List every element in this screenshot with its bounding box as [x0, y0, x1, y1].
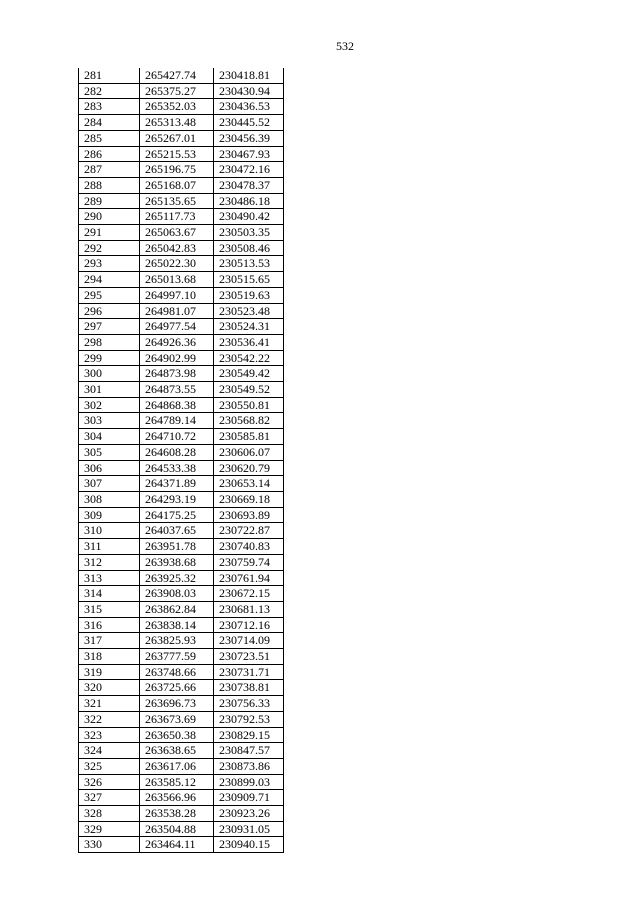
- x-coordinate-cell: 263862.84: [140, 601, 214, 617]
- x-coordinate-cell: 263585.12: [140, 774, 214, 790]
- y-coordinate-cell: 230513.53: [214, 256, 284, 272]
- x-coordinate-cell: 263725.66: [140, 680, 214, 696]
- table-row: [79, 790, 284, 806]
- x-coordinate-cell: 265375.27: [140, 83, 214, 99]
- y-coordinate-cell: 230847.57: [214, 743, 284, 759]
- point-number-cell: 318: [79, 649, 140, 665]
- y-coordinate-cell: 230899.03: [214, 774, 284, 790]
- table-row: [79, 774, 284, 790]
- point-number-cell: 282: [79, 83, 140, 99]
- y-coordinate-cell: 230756.33: [214, 696, 284, 712]
- point-number-cell: 297: [79, 319, 140, 335]
- x-coordinate-cell: 264981.07: [140, 303, 214, 319]
- x-coordinate-cell: 263504.88: [140, 821, 214, 837]
- y-coordinate-cell: 230519.63: [214, 287, 284, 303]
- point-number-cell: 286: [79, 146, 140, 162]
- table-row: [79, 99, 284, 115]
- x-coordinate-cell: 263566.96: [140, 790, 214, 806]
- y-coordinate-cell: 230722.87: [214, 523, 284, 539]
- point-number-cell: 323: [79, 727, 140, 743]
- table-row: [79, 193, 284, 209]
- table-row: [79, 225, 284, 241]
- point-number-cell: 306: [79, 460, 140, 476]
- point-number-cell: 308: [79, 491, 140, 507]
- table-row: [79, 460, 284, 476]
- table-row: [79, 444, 284, 460]
- y-coordinate-cell: 230486.18: [214, 193, 284, 209]
- x-coordinate-cell: 263638.65: [140, 743, 214, 759]
- page-number: 532: [336, 39, 354, 53]
- x-coordinate-cell: 263925.32: [140, 570, 214, 586]
- x-coordinate-cell: 264608.28: [140, 444, 214, 460]
- x-coordinate-cell: 264902.99: [140, 350, 214, 366]
- point-number-cell: 317: [79, 633, 140, 649]
- y-coordinate-cell: 230418.81: [214, 68, 284, 83]
- point-number-cell: 294: [79, 272, 140, 288]
- x-coordinate-cell: 265063.67: [140, 225, 214, 241]
- x-coordinate-cell: 263951.78: [140, 539, 214, 555]
- table-row: [79, 429, 284, 445]
- x-coordinate-cell: 264533.38: [140, 460, 214, 476]
- y-coordinate-cell: 230740.83: [214, 539, 284, 555]
- x-coordinate-cell: 264710.72: [140, 429, 214, 445]
- y-coordinate-cell: 230931.05: [214, 821, 284, 837]
- point-number-cell: 321: [79, 696, 140, 712]
- point-number-cell: 287: [79, 162, 140, 178]
- x-coordinate-cell: 264789.14: [140, 413, 214, 429]
- x-coordinate-cell: 265022.30: [140, 256, 214, 272]
- x-coordinate-cell: 265313.48: [140, 115, 214, 131]
- y-coordinate-cell: 230549.42: [214, 366, 284, 382]
- table-row: [79, 476, 284, 492]
- table-row: [79, 68, 284, 83]
- point-number-cell: 307: [79, 476, 140, 492]
- y-coordinate-cell: 230472.16: [214, 162, 284, 178]
- point-number-cell: 322: [79, 711, 140, 727]
- x-coordinate-cell: 264977.54: [140, 319, 214, 335]
- table-row: [79, 696, 284, 712]
- point-number-cell: 304: [79, 429, 140, 445]
- y-coordinate-cell: 230523.48: [214, 303, 284, 319]
- table-row: [79, 664, 284, 680]
- y-coordinate-cell: 230909.71: [214, 790, 284, 806]
- x-coordinate-cell: 265042.83: [140, 240, 214, 256]
- table-row: [79, 601, 284, 617]
- x-coordinate-cell: 265135.65: [140, 193, 214, 209]
- point-number-cell: 296: [79, 303, 140, 319]
- table-row: [79, 806, 284, 822]
- x-coordinate-cell: 263838.14: [140, 617, 214, 633]
- y-coordinate-cell: 230759.74: [214, 554, 284, 570]
- table-row: [79, 209, 284, 225]
- point-number-cell: 303: [79, 413, 140, 429]
- table-row: [79, 240, 284, 256]
- point-number-cell: 315: [79, 601, 140, 617]
- y-coordinate-cell: 230653.14: [214, 476, 284, 492]
- point-number-cell: 292: [79, 240, 140, 256]
- y-coordinate-cell: 230873.86: [214, 758, 284, 774]
- y-coordinate-cell: 230478.37: [214, 177, 284, 193]
- table-row: [79, 334, 284, 350]
- point-number-cell: 309: [79, 507, 140, 523]
- point-number-cell: 327: [79, 790, 140, 806]
- x-coordinate-cell: 265168.07: [140, 177, 214, 193]
- point-number-cell: 311: [79, 539, 140, 555]
- table-row: [79, 539, 284, 555]
- point-number-cell: 289: [79, 193, 140, 209]
- x-coordinate-cell: 263617.06: [140, 758, 214, 774]
- y-coordinate-cell: 230923.26: [214, 806, 284, 822]
- x-coordinate-cell: 265117.73: [140, 209, 214, 225]
- y-coordinate-cell: 230792.53: [214, 711, 284, 727]
- coordinate-table-body: [79, 68, 284, 853]
- point-number-cell: 329: [79, 821, 140, 837]
- x-coordinate-cell: 265352.03: [140, 99, 214, 115]
- y-coordinate-cell: 230549.52: [214, 382, 284, 398]
- y-coordinate-cell: 230430.94: [214, 83, 284, 99]
- x-coordinate-cell: 263464.11: [140, 837, 214, 853]
- table-row: [79, 711, 284, 727]
- y-coordinate-cell: 230542.22: [214, 350, 284, 366]
- y-coordinate-cell: 230515.65: [214, 272, 284, 288]
- table-row: [79, 303, 284, 319]
- point-number-cell: 295: [79, 287, 140, 303]
- y-coordinate-cell: 230669.18: [214, 491, 284, 507]
- table-row: [79, 272, 284, 288]
- x-coordinate-cell: 263538.28: [140, 806, 214, 822]
- table-row: [79, 162, 284, 178]
- y-coordinate-cell: 230524.31: [214, 319, 284, 335]
- point-number-cell: 326: [79, 774, 140, 790]
- table-row: [79, 649, 284, 665]
- point-number-cell: 298: [79, 334, 140, 350]
- table-row: [79, 821, 284, 837]
- x-coordinate-cell: 264037.65: [140, 523, 214, 539]
- x-coordinate-cell: 264293.19: [140, 491, 214, 507]
- point-number-cell: 313: [79, 570, 140, 586]
- x-coordinate-cell: 263748.66: [140, 664, 214, 680]
- y-coordinate-cell: 230445.52: [214, 115, 284, 131]
- x-coordinate-cell: 264997.10: [140, 287, 214, 303]
- y-coordinate-cell: 230585.81: [214, 429, 284, 445]
- y-coordinate-cell: 230508.46: [214, 240, 284, 256]
- point-number-cell: 305: [79, 444, 140, 460]
- coordinate-table: [78, 68, 284, 853]
- table-row: [79, 758, 284, 774]
- table-row: [79, 507, 284, 523]
- point-number-cell: 299: [79, 350, 140, 366]
- table-row: [79, 382, 284, 398]
- x-coordinate-cell: 263673.69: [140, 711, 214, 727]
- table-row: [79, 287, 284, 303]
- table-row: [79, 413, 284, 429]
- x-coordinate-cell: 263777.59: [140, 649, 214, 665]
- x-coordinate-cell: 263696.73: [140, 696, 214, 712]
- point-number-cell: 325: [79, 758, 140, 774]
- point-number-cell: 316: [79, 617, 140, 633]
- x-coordinate-cell: 264175.25: [140, 507, 214, 523]
- point-number-cell: 312: [79, 554, 140, 570]
- y-coordinate-cell: 230829.15: [214, 727, 284, 743]
- y-coordinate-cell: 230681.13: [214, 601, 284, 617]
- y-coordinate-cell: 230456.39: [214, 130, 284, 146]
- x-coordinate-cell: 265427.74: [140, 68, 214, 83]
- point-number-cell: 301: [79, 382, 140, 398]
- table-row: [79, 554, 284, 570]
- point-number-cell: 319: [79, 664, 140, 680]
- y-coordinate-cell: 230693.89: [214, 507, 284, 523]
- table-row: [79, 727, 284, 743]
- table-row: [79, 146, 284, 162]
- y-coordinate-cell: 230503.35: [214, 225, 284, 241]
- point-number-cell: 314: [79, 586, 140, 602]
- y-coordinate-cell: 230761.94: [214, 570, 284, 586]
- y-coordinate-cell: 230436.53: [214, 99, 284, 115]
- x-coordinate-cell: 264873.98: [140, 366, 214, 382]
- table-row: [79, 256, 284, 272]
- table-row: [79, 837, 284, 853]
- y-coordinate-cell: 230723.51: [214, 649, 284, 665]
- table-row: [79, 586, 284, 602]
- y-coordinate-cell: 230550.81: [214, 397, 284, 413]
- point-number-cell: 324: [79, 743, 140, 759]
- point-number-cell: 283: [79, 99, 140, 115]
- x-coordinate-cell: 265013.68: [140, 272, 214, 288]
- x-coordinate-cell: 265267.01: [140, 130, 214, 146]
- x-coordinate-cell: 265196.75: [140, 162, 214, 178]
- point-number-cell: 300: [79, 366, 140, 382]
- table-row: [79, 83, 284, 99]
- y-coordinate-cell: 230568.82: [214, 413, 284, 429]
- table-row: [79, 115, 284, 131]
- point-number-cell: 291: [79, 225, 140, 241]
- point-number-cell: 302: [79, 397, 140, 413]
- x-coordinate-cell: 265215.53: [140, 146, 214, 162]
- point-number-cell: 310: [79, 523, 140, 539]
- table-row: [79, 523, 284, 539]
- table-row: [79, 570, 284, 586]
- y-coordinate-cell: 230536.41: [214, 334, 284, 350]
- y-coordinate-cell: 230714.09: [214, 633, 284, 649]
- point-number-cell: 330: [79, 837, 140, 853]
- table-row: [79, 617, 284, 633]
- y-coordinate-cell: 230606.07: [214, 444, 284, 460]
- y-coordinate-cell: 230940.15: [214, 837, 284, 853]
- table-row: [79, 130, 284, 146]
- table-row: [79, 743, 284, 759]
- y-coordinate-cell: 230738.81: [214, 680, 284, 696]
- x-coordinate-cell: 263908.03: [140, 586, 214, 602]
- table-row: [79, 491, 284, 507]
- x-coordinate-cell: 264926.36: [140, 334, 214, 350]
- point-number-cell: 328: [79, 806, 140, 822]
- point-number-cell: 288: [79, 177, 140, 193]
- y-coordinate-cell: 230731.71: [214, 664, 284, 680]
- y-coordinate-cell: 230467.93: [214, 146, 284, 162]
- x-coordinate-cell: 264873.55: [140, 382, 214, 398]
- table-row: [79, 397, 284, 413]
- x-coordinate-cell: 263938.68: [140, 554, 214, 570]
- table-row: [79, 366, 284, 382]
- point-number-cell: 293: [79, 256, 140, 272]
- table-row: [79, 680, 284, 696]
- x-coordinate-cell: 264371.89: [140, 476, 214, 492]
- x-coordinate-cell: 263825.93: [140, 633, 214, 649]
- point-number-cell: 284: [79, 115, 140, 131]
- table-row: [79, 177, 284, 193]
- point-number-cell: 281: [79, 68, 140, 83]
- y-coordinate-cell: 230620.79: [214, 460, 284, 476]
- point-number-cell: 290: [79, 209, 140, 225]
- table-row: [79, 350, 284, 366]
- table-row: [79, 633, 284, 649]
- point-number-cell: 285: [79, 130, 140, 146]
- y-coordinate-cell: 230672.15: [214, 586, 284, 602]
- y-coordinate-cell: 230490.42: [214, 209, 284, 225]
- table-row: [79, 319, 284, 335]
- x-coordinate-cell: 264868.38: [140, 397, 214, 413]
- point-number-cell: 320: [79, 680, 140, 696]
- x-coordinate-cell: 263650.38: [140, 727, 214, 743]
- y-coordinate-cell: 230712.16: [214, 617, 284, 633]
